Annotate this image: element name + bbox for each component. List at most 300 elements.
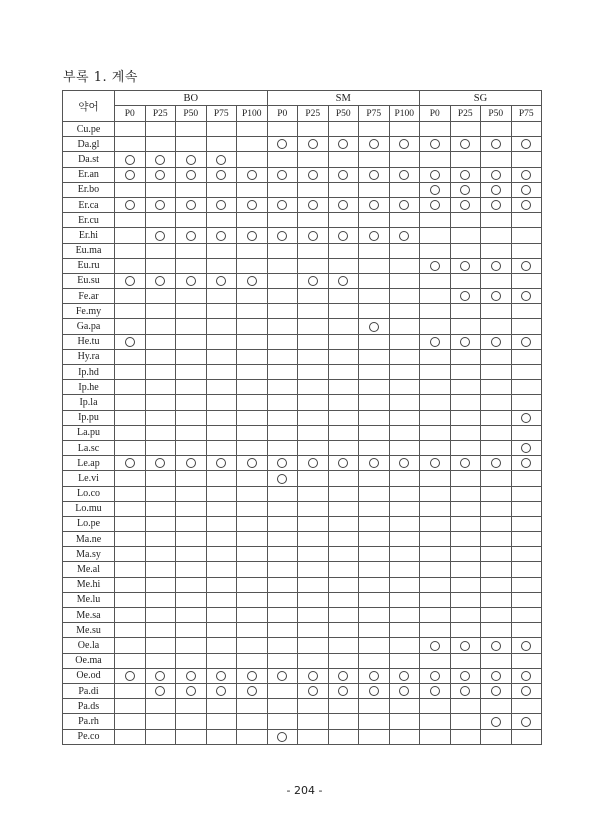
mark-cell bbox=[481, 456, 512, 471]
mark-cell bbox=[420, 273, 451, 288]
mark-cell bbox=[511, 729, 542, 744]
mark-cell bbox=[328, 152, 359, 167]
circle-mark-icon bbox=[369, 322, 379, 332]
mark-cell bbox=[328, 608, 359, 623]
mark-cell bbox=[298, 456, 329, 471]
mark-cell bbox=[359, 197, 390, 212]
mark-cell bbox=[145, 334, 176, 349]
abbr-cell: Da.st bbox=[63, 152, 115, 167]
mark-cell bbox=[145, 228, 176, 243]
mark-cell bbox=[450, 683, 481, 698]
mark-cell bbox=[298, 289, 329, 304]
mark-cell bbox=[511, 623, 542, 638]
mark-cell bbox=[450, 699, 481, 714]
mark-cell bbox=[420, 714, 451, 729]
sub-header-row bbox=[63, 106, 542, 122]
mark-cell bbox=[237, 182, 268, 197]
mark-cell bbox=[328, 258, 359, 273]
mark-cell bbox=[511, 334, 542, 349]
table-row bbox=[63, 152, 542, 167]
table-row bbox=[63, 425, 542, 440]
circle-mark-icon bbox=[155, 155, 165, 165]
mark-cell bbox=[420, 289, 451, 304]
mark-cell bbox=[176, 122, 207, 137]
mark-cell bbox=[176, 349, 207, 364]
circle-mark-icon bbox=[521, 291, 531, 301]
mark-cell bbox=[511, 395, 542, 410]
mark-cell bbox=[450, 638, 481, 653]
mark-cell bbox=[176, 273, 207, 288]
mark-cell bbox=[511, 653, 542, 668]
mark-cell bbox=[267, 471, 298, 486]
mark-cell bbox=[328, 729, 359, 744]
circle-mark-icon bbox=[430, 671, 440, 681]
mark-cell bbox=[237, 349, 268, 364]
mark-cell bbox=[115, 258, 146, 273]
mark-cell bbox=[359, 289, 390, 304]
mark-cell bbox=[481, 501, 512, 516]
circle-mark-icon bbox=[216, 231, 226, 241]
mark-cell bbox=[511, 714, 542, 729]
mark-cell bbox=[511, 137, 542, 152]
mark-cell bbox=[481, 304, 512, 319]
circle-mark-icon bbox=[491, 261, 501, 271]
mark-cell bbox=[145, 683, 176, 698]
mark-cell bbox=[176, 532, 207, 547]
mark-cell bbox=[389, 243, 420, 258]
mark-cell bbox=[115, 683, 146, 698]
mark-cell bbox=[511, 182, 542, 197]
circle-mark-icon bbox=[125, 276, 135, 286]
mark-cell bbox=[450, 304, 481, 319]
mark-cell bbox=[115, 668, 146, 683]
abbr-cell: Eu.ru bbox=[63, 258, 115, 273]
circle-mark-icon bbox=[338, 231, 348, 241]
mark-cell bbox=[450, 137, 481, 152]
mark-cell bbox=[450, 349, 481, 364]
mark-cell bbox=[237, 699, 268, 714]
mark-cell bbox=[328, 699, 359, 714]
mark-cell bbox=[206, 349, 237, 364]
mark-cell bbox=[389, 289, 420, 304]
mark-cell bbox=[450, 714, 481, 729]
circle-mark-icon bbox=[521, 261, 531, 271]
mark-cell bbox=[115, 365, 146, 380]
mark-cell bbox=[115, 729, 146, 744]
mark-cell bbox=[359, 410, 390, 425]
mark-cell bbox=[389, 501, 420, 516]
mark-cell bbox=[206, 729, 237, 744]
table-row bbox=[63, 122, 542, 137]
mark-cell bbox=[206, 577, 237, 592]
mark-cell bbox=[511, 608, 542, 623]
mark-cell bbox=[359, 213, 390, 228]
mark-cell bbox=[389, 395, 420, 410]
circle-mark-icon bbox=[521, 413, 531, 423]
mark-cell bbox=[237, 623, 268, 638]
table-row bbox=[63, 623, 542, 638]
mark-cell bbox=[450, 577, 481, 592]
abbr-column-header: 약어 bbox=[63, 91, 115, 122]
mark-cell bbox=[420, 395, 451, 410]
circle-mark-icon bbox=[399, 170, 409, 180]
mark-cell bbox=[389, 653, 420, 668]
mark-cell bbox=[298, 471, 329, 486]
abbr-cell: Lo.pe bbox=[63, 516, 115, 531]
mark-cell bbox=[481, 699, 512, 714]
mark-cell bbox=[420, 608, 451, 623]
circle-mark-icon bbox=[186, 170, 196, 180]
mark-cell bbox=[389, 152, 420, 167]
mark-cell bbox=[420, 623, 451, 638]
abbr-cell: Ma.ne bbox=[63, 532, 115, 547]
mark-cell bbox=[145, 304, 176, 319]
mark-cell bbox=[450, 653, 481, 668]
abbr-cell: Oe.ma bbox=[63, 653, 115, 668]
mark-cell bbox=[145, 319, 176, 334]
mark-cell bbox=[115, 638, 146, 653]
abbr-cell: Ip.he bbox=[63, 380, 115, 395]
circle-mark-icon bbox=[186, 686, 196, 696]
mark-cell bbox=[481, 729, 512, 744]
mark-cell bbox=[328, 197, 359, 212]
mark-cell bbox=[145, 289, 176, 304]
table-row bbox=[63, 213, 542, 228]
mark-cell bbox=[328, 501, 359, 516]
mark-cell bbox=[359, 273, 390, 288]
circle-mark-icon bbox=[521, 337, 531, 347]
mark-cell bbox=[176, 289, 207, 304]
mark-cell bbox=[359, 258, 390, 273]
circle-mark-icon bbox=[491, 641, 501, 651]
mark-cell bbox=[389, 380, 420, 395]
table-row bbox=[63, 699, 542, 714]
table-row bbox=[63, 486, 542, 501]
mark-cell bbox=[115, 653, 146, 668]
circle-mark-icon bbox=[186, 671, 196, 681]
mark-cell bbox=[481, 273, 512, 288]
circle-mark-icon bbox=[308, 671, 318, 681]
circle-mark-icon bbox=[399, 231, 409, 241]
circle-mark-icon bbox=[125, 155, 135, 165]
mark-cell bbox=[511, 683, 542, 698]
mark-cell bbox=[237, 289, 268, 304]
mark-cell bbox=[267, 592, 298, 607]
mark-cell bbox=[511, 562, 542, 577]
mark-cell bbox=[145, 365, 176, 380]
circle-mark-icon bbox=[460, 139, 470, 149]
circle-mark-icon bbox=[155, 170, 165, 180]
mark-cell bbox=[511, 638, 542, 653]
mark-cell bbox=[298, 137, 329, 152]
mark-cell bbox=[450, 228, 481, 243]
mark-cell bbox=[115, 349, 146, 364]
circle-mark-icon bbox=[247, 686, 257, 696]
mark-cell bbox=[206, 213, 237, 228]
mark-cell bbox=[115, 516, 146, 531]
circle-mark-icon bbox=[216, 170, 226, 180]
mark-cell bbox=[328, 289, 359, 304]
mark-cell bbox=[115, 699, 146, 714]
circle-mark-icon bbox=[491, 686, 501, 696]
circle-mark-icon bbox=[155, 200, 165, 210]
mark-cell bbox=[450, 258, 481, 273]
mark-cell bbox=[450, 623, 481, 638]
mark-cell bbox=[267, 365, 298, 380]
mark-cell bbox=[206, 334, 237, 349]
mark-cell bbox=[481, 395, 512, 410]
circle-mark-icon bbox=[247, 276, 257, 286]
mark-cell bbox=[450, 547, 481, 562]
mark-cell bbox=[206, 122, 237, 137]
mark-cell bbox=[420, 532, 451, 547]
mark-cell bbox=[267, 243, 298, 258]
circle-mark-icon bbox=[308, 139, 318, 149]
mark-cell bbox=[237, 197, 268, 212]
mark-cell bbox=[328, 516, 359, 531]
mark-cell bbox=[206, 243, 237, 258]
circle-mark-icon bbox=[521, 139, 531, 149]
mark-cell bbox=[389, 668, 420, 683]
mark-cell bbox=[420, 258, 451, 273]
mark-cell bbox=[206, 471, 237, 486]
abbr-cell: Er.hi bbox=[63, 228, 115, 243]
circle-mark-icon bbox=[308, 200, 318, 210]
mark-cell bbox=[359, 471, 390, 486]
mark-cell bbox=[298, 653, 329, 668]
mark-cell bbox=[145, 714, 176, 729]
abbr-cell: Me.lu bbox=[63, 592, 115, 607]
circle-mark-icon bbox=[430, 139, 440, 149]
table-row bbox=[63, 137, 542, 152]
mark-cell bbox=[176, 547, 207, 562]
circle-mark-icon bbox=[521, 671, 531, 681]
mark-cell bbox=[206, 289, 237, 304]
mark-cell bbox=[359, 547, 390, 562]
mark-cell bbox=[450, 592, 481, 607]
sub-header-bo-p75: P75 bbox=[206, 106, 237, 122]
circle-mark-icon bbox=[460, 337, 470, 347]
table-row bbox=[63, 365, 542, 380]
mark-cell bbox=[145, 471, 176, 486]
mark-cell bbox=[145, 152, 176, 167]
mark-cell bbox=[481, 228, 512, 243]
mark-cell bbox=[298, 213, 329, 228]
mark-cell bbox=[267, 638, 298, 653]
circle-mark-icon bbox=[277, 139, 287, 149]
mark-cell bbox=[267, 516, 298, 531]
mark-cell bbox=[298, 729, 329, 744]
circle-mark-icon bbox=[125, 337, 135, 347]
mark-cell bbox=[420, 182, 451, 197]
circle-mark-icon bbox=[247, 200, 257, 210]
mark-cell bbox=[206, 486, 237, 501]
mark-cell bbox=[298, 228, 329, 243]
mark-cell bbox=[237, 167, 268, 182]
circle-mark-icon bbox=[369, 686, 379, 696]
table-row bbox=[63, 456, 542, 471]
mark-cell bbox=[359, 486, 390, 501]
mark-cell bbox=[359, 137, 390, 152]
mark-cell bbox=[176, 258, 207, 273]
mark-cell bbox=[115, 547, 146, 562]
mark-cell bbox=[389, 532, 420, 547]
table-row bbox=[63, 516, 542, 531]
mark-cell bbox=[115, 197, 146, 212]
mark-cell bbox=[267, 167, 298, 182]
sub-header-bo-p0: P0 bbox=[115, 106, 146, 122]
mark-cell bbox=[328, 486, 359, 501]
mark-cell bbox=[511, 592, 542, 607]
mark-cell bbox=[267, 349, 298, 364]
mark-cell bbox=[267, 152, 298, 167]
circle-mark-icon bbox=[430, 458, 440, 468]
mark-cell bbox=[481, 137, 512, 152]
abbr-cell: Er.ca bbox=[63, 197, 115, 212]
mark-cell bbox=[206, 608, 237, 623]
mark-cell bbox=[511, 486, 542, 501]
mark-cell bbox=[481, 638, 512, 653]
mark-cell bbox=[206, 273, 237, 288]
mark-cell bbox=[176, 592, 207, 607]
mark-cell bbox=[206, 714, 237, 729]
mark-cell bbox=[450, 425, 481, 440]
table-row bbox=[63, 395, 542, 410]
mark-cell bbox=[298, 122, 329, 137]
circle-mark-icon bbox=[247, 671, 257, 681]
abbr-cell: Eu.su bbox=[63, 273, 115, 288]
mark-cell bbox=[298, 501, 329, 516]
mark-cell bbox=[420, 152, 451, 167]
circle-mark-icon bbox=[277, 671, 287, 681]
mark-cell bbox=[359, 319, 390, 334]
mark-cell bbox=[145, 562, 176, 577]
mark-cell bbox=[328, 167, 359, 182]
circle-mark-icon bbox=[460, 185, 470, 195]
mark-cell bbox=[481, 182, 512, 197]
mark-cell bbox=[267, 410, 298, 425]
mark-cell bbox=[359, 304, 390, 319]
mark-cell bbox=[389, 714, 420, 729]
abbr-cell: Lo.mu bbox=[63, 501, 115, 516]
mark-cell bbox=[267, 562, 298, 577]
circle-mark-icon bbox=[125, 200, 135, 210]
mark-cell bbox=[420, 167, 451, 182]
mark-cell bbox=[328, 228, 359, 243]
mark-cell bbox=[145, 501, 176, 516]
mark-cell bbox=[115, 608, 146, 623]
mark-cell bbox=[176, 304, 207, 319]
mark-cell bbox=[115, 486, 146, 501]
mark-cell bbox=[511, 699, 542, 714]
page-heading: 부록 1. 계속 bbox=[63, 70, 138, 85]
mark-cell bbox=[328, 380, 359, 395]
mark-cell bbox=[176, 243, 207, 258]
mark-cell bbox=[176, 365, 207, 380]
mark-cell bbox=[298, 182, 329, 197]
mark-cell bbox=[511, 152, 542, 167]
mark-cell bbox=[115, 532, 146, 547]
mark-cell bbox=[176, 516, 207, 531]
table-header bbox=[63, 91, 542, 122]
mark-cell bbox=[481, 197, 512, 212]
mark-cell bbox=[328, 137, 359, 152]
mark-cell bbox=[511, 471, 542, 486]
table-row bbox=[63, 440, 542, 455]
mark-cell bbox=[145, 638, 176, 653]
table-row bbox=[63, 653, 542, 668]
mark-cell bbox=[237, 516, 268, 531]
table-row bbox=[63, 380, 542, 395]
circle-mark-icon bbox=[491, 337, 501, 347]
mark-cell bbox=[389, 137, 420, 152]
mark-cell bbox=[420, 197, 451, 212]
mark-cell bbox=[450, 273, 481, 288]
mark-cell bbox=[328, 653, 359, 668]
sub-header-sm-p75: P75 bbox=[359, 106, 390, 122]
mark-cell bbox=[145, 456, 176, 471]
mark-cell bbox=[420, 562, 451, 577]
mark-cell bbox=[511, 258, 542, 273]
abbr-cell: Pe.co bbox=[63, 729, 115, 744]
abbr-cell: La.pu bbox=[63, 425, 115, 440]
mark-cell bbox=[176, 729, 207, 744]
circle-mark-icon bbox=[460, 170, 470, 180]
circle-mark-icon bbox=[216, 200, 226, 210]
mark-cell bbox=[328, 532, 359, 547]
mark-cell bbox=[237, 456, 268, 471]
table-row bbox=[63, 228, 542, 243]
mark-cell bbox=[206, 182, 237, 197]
mark-cell bbox=[237, 592, 268, 607]
mark-cell bbox=[359, 380, 390, 395]
abbr-cell: Me.al bbox=[63, 562, 115, 577]
group-header-sg: SG bbox=[420, 91, 542, 106]
mark-cell bbox=[145, 243, 176, 258]
mark-cell bbox=[267, 623, 298, 638]
circle-mark-icon bbox=[186, 155, 196, 165]
abbr-cell: Ip.hd bbox=[63, 365, 115, 380]
mark-cell bbox=[298, 683, 329, 698]
mark-cell bbox=[420, 577, 451, 592]
mark-cell bbox=[176, 699, 207, 714]
table-row bbox=[63, 258, 542, 273]
mark-cell bbox=[420, 486, 451, 501]
mark-cell bbox=[420, 334, 451, 349]
mark-cell bbox=[206, 683, 237, 698]
mark-cell bbox=[267, 182, 298, 197]
table-row bbox=[63, 334, 542, 349]
circle-mark-icon bbox=[125, 671, 135, 681]
circle-mark-icon bbox=[430, 686, 440, 696]
mark-cell bbox=[267, 440, 298, 455]
mark-cell bbox=[389, 486, 420, 501]
mark-cell bbox=[237, 273, 268, 288]
circle-mark-icon bbox=[369, 458, 379, 468]
abbr-cell: Ip.la bbox=[63, 395, 115, 410]
mark-cell bbox=[420, 501, 451, 516]
mark-cell bbox=[328, 577, 359, 592]
mark-cell bbox=[420, 137, 451, 152]
mark-cell bbox=[115, 714, 146, 729]
circle-mark-icon bbox=[338, 139, 348, 149]
mark-cell bbox=[481, 547, 512, 562]
mark-cell bbox=[206, 547, 237, 562]
mark-cell bbox=[115, 577, 146, 592]
mark-cell bbox=[450, 289, 481, 304]
mark-cell bbox=[328, 547, 359, 562]
mark-cell bbox=[450, 167, 481, 182]
